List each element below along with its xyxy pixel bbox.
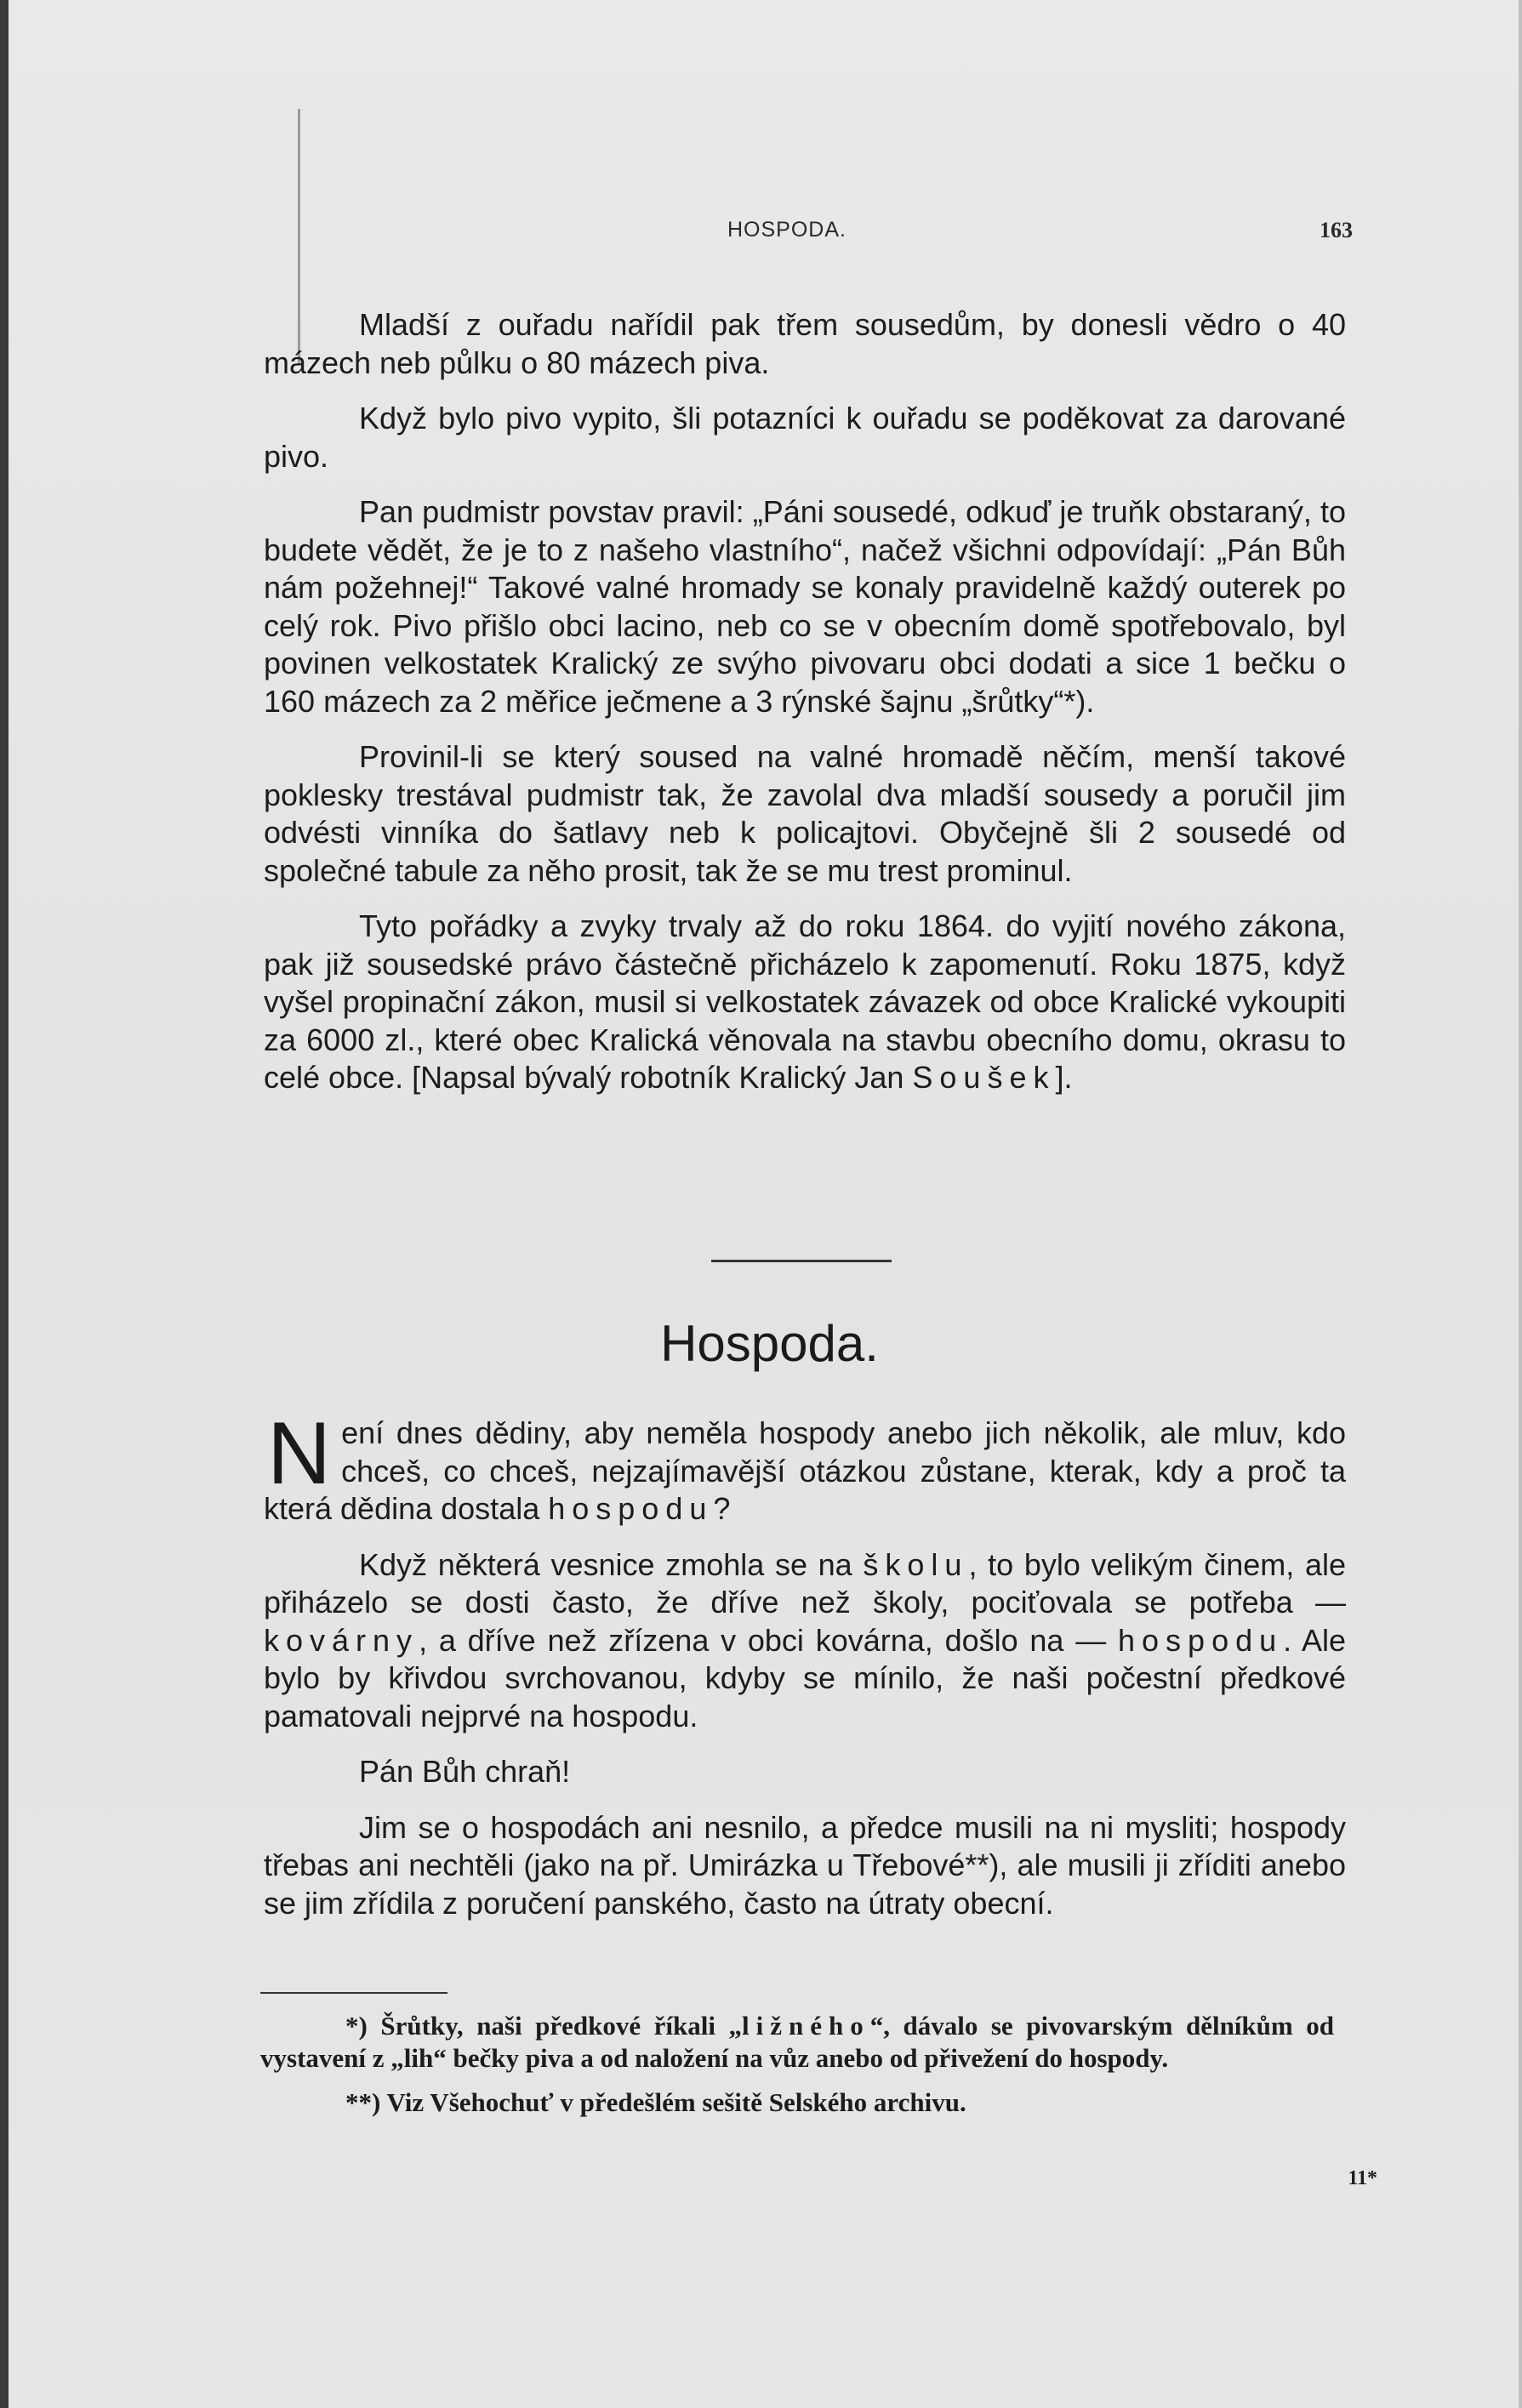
first-paragraph [264, 1404, 1346, 1528]
footnote-rule [260, 1992, 447, 1994]
emphasis-hospodu: hospodu [1118, 1622, 1284, 1658]
author-name: Soušek [912, 1060, 1056, 1095]
footnote-2: **) Viz Všehochuť v předešlém sešitě Selského archivu. [345, 2087, 966, 2117]
section-sousedske-pravo [264, 306, 1346, 1097]
page-header [264, 218, 1353, 252]
paragraph-text: . Ale bylo by křivdou svrchovanou, kdyby se mínilo, že naši počestní předkové pamatovali nejprvé na hospodu. [264, 1622, 1346, 1733]
section-heading: Hospoda. [660, 1315, 879, 1372]
paragraph [264, 1546, 1346, 1736]
paragraph-text: Tyto pořádky a zvyky trvaly až do roku 1864. do vyjití nového zákona, pak již sousedské právo částečně přicházelo k zapomenutí. Roku 1875, když vyšel propinační zákon, musil si velkostatek závazek od obce Kralické vykoupiti za 6000 zl., které obec Kralická věnovala na stavbu obecního domu, okrasu to celé obce. [264, 908, 1346, 1095]
paragraph-text: , to bylo velikým činem, ale přiházelo se dosti často, že dříve než školy, pociťovala se potřeba — [264, 1546, 1346, 1620]
emphasis-skolu: školu [863, 1546, 969, 1582]
first-paragraph-end: ? [713, 1491, 731, 1526]
drop-cap: N [267, 1404, 332, 1503]
footnote-text: *) Šrůtky, naši předkové říkali „ [345, 2011, 742, 2041]
paragraph: Mladší z ouřadu nařídil pak třem sousedům, by donesli vědro o 40 mázech neb půlku o 80 mázech piva. [264, 307, 1346, 380]
paragraph: Pan pudmistr povstav pravil: „Páni sousedé, odkuď je truňk obstaraný, to budete vědět, že je to z našeho vlastního“, načež všichni odpovídají: „Pán Bůh nám požehnej!“ Takové valné hromady se konaly pravidelně každý outerek po celý rok. Pivo přišlo obci lacino, neb co se v obecním domě spotřebovalo, byl povinen velkostatek Kralický ze svýho pivovaru obci dodati a sice 1 bečku o 160 mázech za 2 měřice ječmene a 3 rýnské šajnu „šrůtky“*). [264, 494, 1346, 719]
paragraph-text: , a dříve než zřízena v obci kovárna, došlo na — [419, 1622, 1119, 1658]
signature-open: [Napsal bývalý robotník Kralický Jan [412, 1060, 913, 1095]
paragraph: Jim se o hospodách ani nesnilo, a předce musili na ni mysliti; hospody třebas ani nechtěli (jako na př. Umirázka u Třebové**), ale musili ji zříditi anebo se jim zřídila z poručení panského, často na útraty obecní. [264, 1809, 1346, 1921]
emphasis-kovarny: kovárny [264, 1622, 419, 1658]
printer-signature-mark: 11* [1348, 2167, 1377, 2189]
first-paragraph-text: ení dnes dědiny, aby neměla hospody anebo jich několik, ale mluv, kdo chceš, co chceš, nejzajímavější otázkou zůstane, kterak, kdy a proč ta která dědina dostala [264, 1415, 1346, 1526]
section-hospoda [264, 1404, 1346, 1922]
footnote-text: “, dávalo se pivovarským dělníkům od vystavení z „lih“ bečky piva a od naložení na vůz anebo od přivežení do hospody. [260, 2011, 1334, 2073]
emphasis-hospodu: hospodu [548, 1491, 714, 1526]
signature-close: ]. [1055, 1060, 1073, 1095]
paragraph: Když bylo pivo vypito, šli potazníci k ouřadu se poděkovat za darované pivo. [264, 401, 1346, 474]
paragraph: Pán Bůh chraň! [359, 1754, 571, 1789]
footnotes [260, 2010, 1334, 2119]
paragraph: Provinil-li se který soused na valné hromadě něčím, menší takové poklesky trestával pudmistr tak, že zavolal dva mladší sousedy a poručil jim odvésti vinníka do šatlavy neb k policajtovi. Obyčejně šli 2 sousedé od společné tabule za něho prosit, tak že se mu trest prominul. [264, 739, 1346, 888]
page-number: 163 [1320, 218, 1353, 242]
running-title: HOSPODA. [727, 218, 847, 242]
emphasis-lizneho: ližného [742, 2011, 870, 2041]
footnote-1 [260, 2010, 1334, 2075]
paragraph-with-signature [264, 908, 1346, 1097]
section-divider [711, 1260, 892, 1262]
paragraph-text: Když některá vesnice zmohla se na [359, 1546, 864, 1582]
